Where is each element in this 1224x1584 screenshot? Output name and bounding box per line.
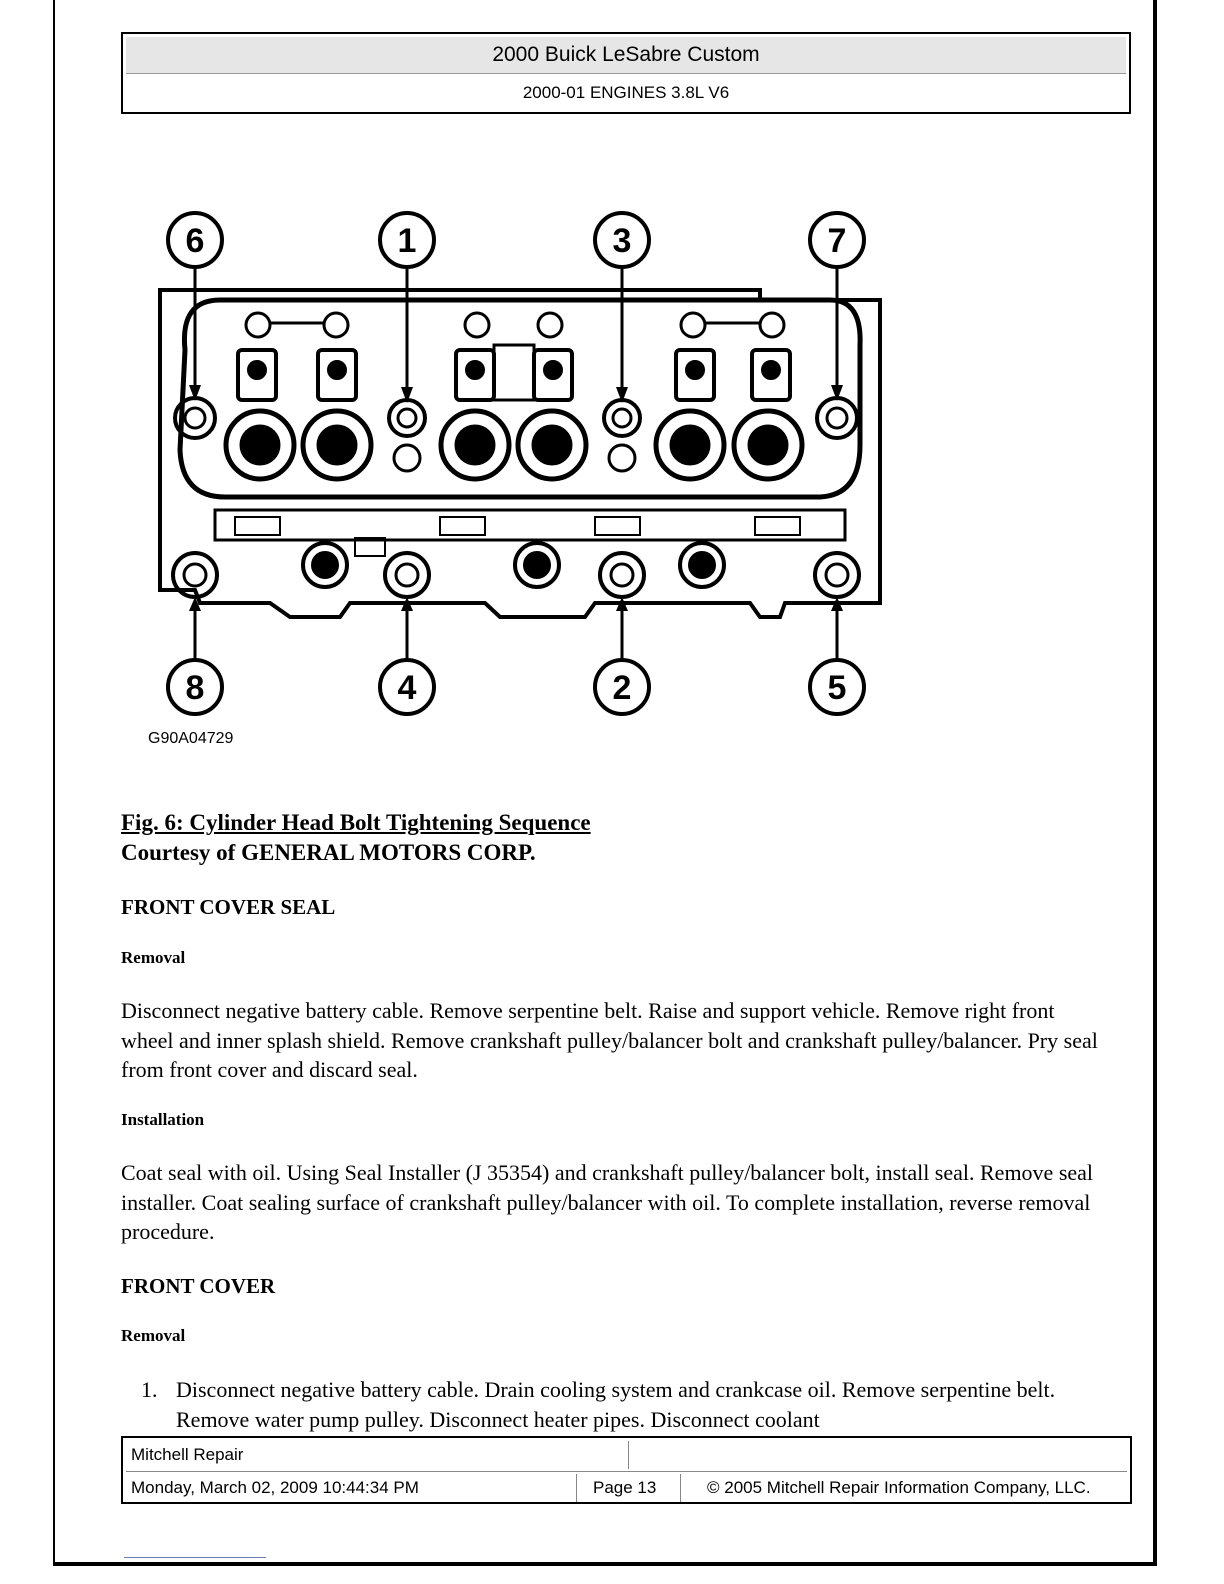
callout-label: 5 [827, 669, 847, 707]
bottom-rule [124, 1557, 266, 1558]
document-header [121, 32, 1131, 114]
section-subtitle: 2000-01 ENGINES 3.8L V6 [522, 83, 730, 102]
pedestal-hole [763, 362, 779, 378]
step-number: 1. [141, 1377, 158, 1402]
stud [681, 313, 705, 337]
callout-label: 7 [827, 222, 847, 260]
document-footer [121, 1436, 1132, 1504]
stud [538, 313, 562, 337]
figure-caption-link[interactable]: Fig. 6: Cylinder Head Bolt Tightening Sequence [121, 810, 591, 835]
pedestal-hole [329, 362, 345, 378]
subheading-removal: Removal [121, 948, 186, 967]
cylinder-head-bolt-diagram [140, 205, 900, 755]
stud [465, 313, 489, 337]
footer-date: Monday, March 02, 2009 10:44:34 PM [131, 1478, 419, 1497]
rail-slot [755, 517, 800, 535]
valve-ports [226, 411, 802, 479]
installation-paragraph: Coat seal with oil. Using Seal Installer (J 35354) and crankshaft pulley/balancer bolt, install seal. Remove seal installer. Coat sealing surface of crankshaft pulley/balancer with oil. To complete installation, reverse removal procedure. [121, 1160, 1094, 1244]
bolt-boss-3 [604, 400, 640, 436]
bolt-boss-2 [600, 553, 644, 597]
removal-paragraph: Disconnect negative battery cable. Remove serpentine belt. Raise and support vehicle. Remove right front wheel and inner splash shield. Remove crankshaft pulley/balancer bolt and crankshaft pulley/balancer. Pry seal from front cover and discard seal. [121, 998, 1098, 1082]
step-text: Disconnect negative battery cable. Drain cooling system and crankcase oil. Remove serpentine belt. Remove water pump pulley. Disconnect heater pipes. Disconnect coolant [176, 1377, 1056, 1432]
bolt-boss-5 [815, 553, 859, 597]
stud [760, 313, 784, 337]
bolt-boss-4 [385, 553, 429, 597]
footer-copyright: © 2005 Mitchell Repair Information Company, LLC. [707, 1478, 1091, 1497]
rail-slot [235, 517, 280, 535]
pedestal-hole [467, 362, 483, 378]
callout-label: 3 [612, 222, 632, 260]
callout-label: 1 [397, 222, 417, 260]
vehicle-title: 2000 Buick LeSabre Custom [126, 37, 1126, 74]
figure-id: G90A04729 [148, 730, 234, 747]
callout-label: 6 [185, 222, 205, 260]
subheading-installation: Installation [121, 1110, 205, 1129]
pedestal-hole [249, 362, 265, 378]
figure-courtesy: Courtesy of GENERAL MOTORS CORP. [121, 840, 536, 865]
rail-slot [595, 517, 640, 535]
pedestal-hole [545, 362, 561, 378]
top-leader-lines [195, 263, 837, 397]
bottom-leader-lines [195, 600, 837, 663]
rail-slot [440, 517, 485, 535]
section-heading-front-cover: FRONT COVER [121, 1274, 276, 1298]
center-block [494, 345, 534, 400]
callout-label: 2 [612, 669, 632, 707]
section-heading-front-cover-seal: FRONT COVER SEAL [121, 895, 336, 919]
callout-label: 4 [397, 669, 417, 707]
pedestal-hole [687, 362, 703, 378]
subheading-removal: Removal [121, 1326, 186, 1345]
bolt-boss-7 [817, 398, 857, 438]
footer-page-number: Page 13 [593, 1478, 657, 1497]
callout-label: 8 [185, 669, 205, 707]
stud [246, 313, 270, 337]
stud [324, 313, 348, 337]
lower-rail [215, 510, 845, 540]
footer-source: Mitchell Repair [131, 1445, 244, 1464]
bolt-boss-1 [389, 400, 425, 436]
